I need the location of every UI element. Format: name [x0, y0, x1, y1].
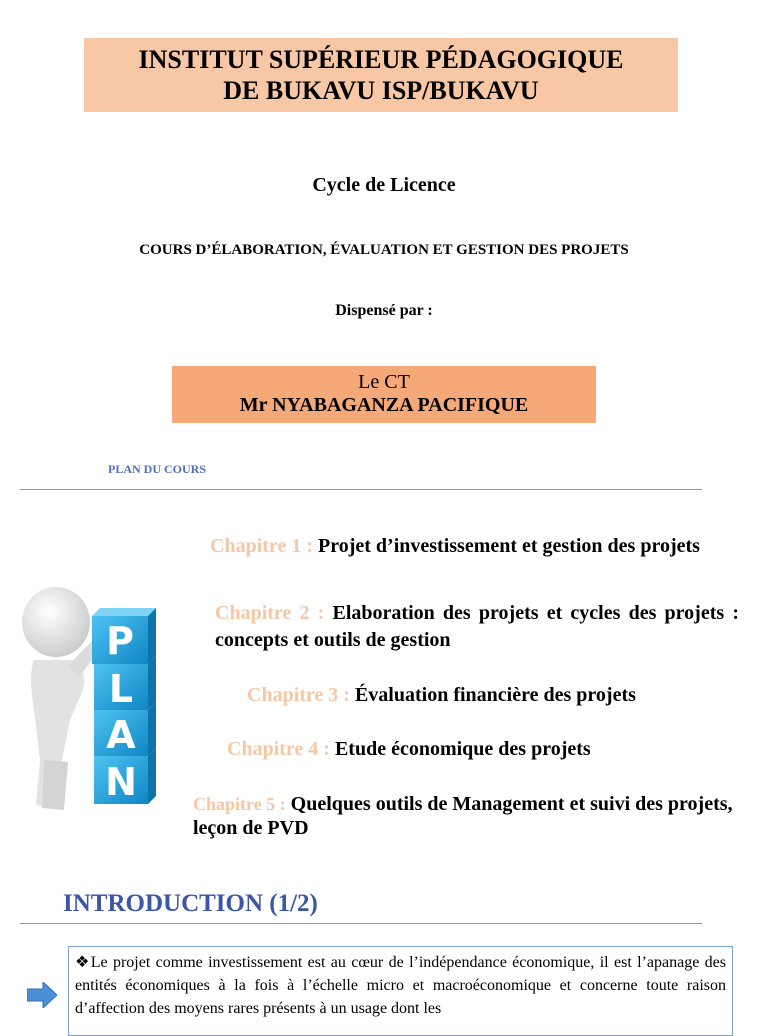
cycle-label: Cycle de Licence [312, 174, 456, 196]
institution-title-line2: DE BUKAVU ISP/BUKAVU [223, 76, 539, 105]
chapter-2-title: Elaboration des projets et cycles des projets : concepts et outils de gestion [215, 602, 739, 651]
course-title: COURS D’ÉLABORATION, ÉVALUATION ET GESTION DES PROJETS [139, 242, 629, 258]
figure-leg [42, 760, 68, 810]
chapter-5-number: Chapitre 5 : [193, 794, 286, 814]
figure-head [22, 587, 90, 657]
arrow-right-icon [27, 982, 57, 1008]
teacher-box [172, 366, 596, 423]
chapter-1-number: Chapitre 1 : [210, 535, 313, 557]
chapter-1 [195, 533, 715, 560]
chapter-1-title: Projet d’investissement et gestion des projets [317, 535, 700, 557]
institution-title-box [84, 38, 678, 112]
dispense-label: Dispensé par : [335, 302, 433, 319]
diamond-bullet-icon: ❖ [75, 954, 91, 971]
introduction-text-box [68, 946, 733, 1036]
chapter-5 [193, 792, 738, 840]
cube-letter-n: N [105, 760, 137, 804]
chapter-3 [247, 682, 727, 709]
chapter-4 [227, 736, 707, 763]
cube-letter-a: A [106, 713, 136, 757]
chapter-3-title: Évaluation financière des projets [354, 684, 636, 706]
teacher-title: Le CT [358, 371, 410, 393]
cube-letter-l: L [108, 667, 134, 711]
introduction-paragraph: Le projet comme investissement est au cœur de l’indépendance économique, il est l’apanage des entités économiques à la fois à l’échelle micro et macroéconomique et concerne toute raison d’affection des moyens rares présents à un usage dont les [75, 954, 727, 1017]
plan-figure-illustration [12, 580, 162, 815]
plan-label: PLAN DU COURS [108, 462, 207, 476]
plan-divider [20, 489, 702, 490]
chapter-5-title: Quelques outils de Management et suivi des projets, leçon de PVD [193, 793, 733, 839]
introduction-divider [20, 923, 702, 924]
teacher-name: Mr NYABAGANZA PACIFIQUE [239, 394, 529, 416]
chapter-3-number: Chapitre 3 : [247, 684, 350, 706]
institution-title-line1: INSTITUT SUPÉRIEUR PÉDAGOGIQUE [138, 45, 624, 74]
introduction-heading: INTRODUCTION (1/2) [63, 890, 318, 917]
chapter-4-number: Chapitre 4 : [227, 738, 330, 760]
cube-letter-p: P [106, 619, 134, 663]
chapter-4-title: Etude économique des projets [334, 738, 591, 760]
chapter-2 [215, 600, 739, 654]
chapter-2-number: Chapitre 2 : [215, 602, 325, 624]
